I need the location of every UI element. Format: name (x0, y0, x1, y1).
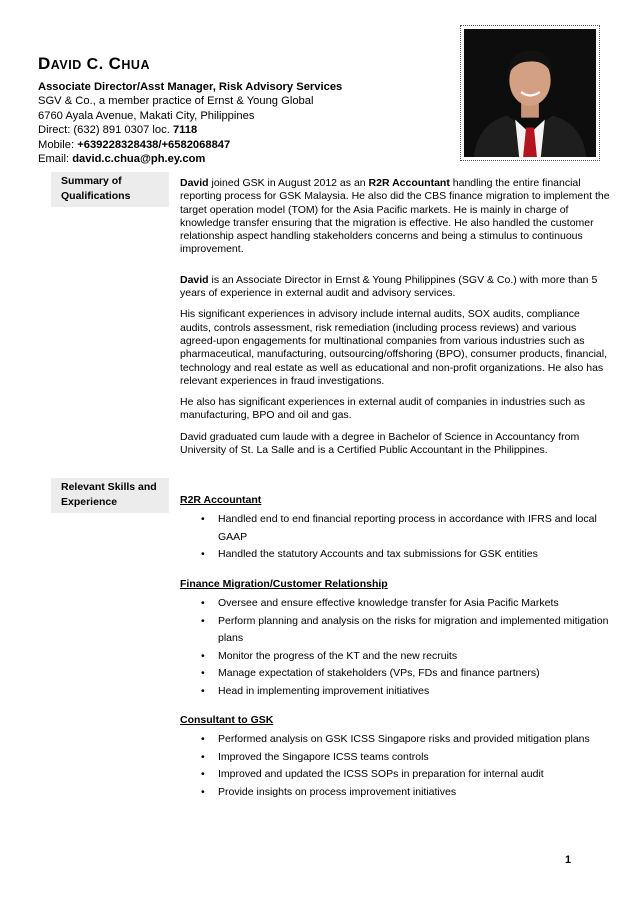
summary-paragraph: David graduated cum laude with a degree in Bachelor of Science in Accountancy from University of St. La Salle and is a Certified Public Accountant in the Philippines. (180, 430, 580, 457)
skill-section-title: Consultant to GSK (180, 714, 274, 727)
summary-paragraph: David joined GSK in August 2012 as an R2R Accountant handling the entire financial reporting process for GSK Malaysia. He also did the CBS finance migration to implement the target operation model (TOM) for the Asia Pacific markets. He is mainly in charge of knowledge transfer ensuring that the migration is effective. He also handled the customer relationship aspect handling stakeholders concerns and being a stimulus to continuous improvement. (180, 177, 610, 256)
list-item: • Oversee and ensure effective knowledge transfer for Asia Pacific Markets (180, 595, 610, 613)
list-item: • Performed analysis on GSK ICSS Singapore risks and provided mitigation plans (180, 731, 610, 749)
job-title: Associate Director/Asst Manager, Risk Advisory Services (38, 81, 343, 93)
email-line: Email: david.c.chua@ph.ey.com (38, 153, 206, 166)
list-item: • Improved the Singapore ICSS teams controls (180, 749, 610, 767)
page-number: 1 (565, 854, 572, 866)
skill-section-title: Finance Migration/Customer Relationship (180, 577, 388, 590)
summary-paragraph: His significant experiences in advisory include internal audits, SOX audits, compliance audits, controls assessment, risk remediation (including process reviews) and various agreed-upon engagements for multinational companies from various industries such as pharmaceutical, manufacturing, outsourcing/offshoring (BPO), consumer products, financial, technology and real estate as well as educational and non-profit organizations. He also has relevant experiences in fraud investigations. (180, 308, 608, 387)
summary-paragraph: David is an Associate Director in Ernst & Young Philippines (SGV & Co.) with more than 5 years of experience in external audit and advisory services. (180, 273, 598, 300)
list-item: • Handled the statutory Accounts and tax submissions for GSK entities (180, 546, 610, 564)
profile-photo-frame (460, 25, 600, 161)
list-item: • Handled end to end financial reporting process in accordance with IFRS and local GAAP (180, 511, 610, 546)
list-item: • Provide insights on process improvement initiatives (180, 784, 610, 802)
mobile-line: Mobile: +639228328438/+6582068847 (38, 138, 231, 151)
skill-section-title: R2R Accountant (180, 494, 262, 506)
person-name: DAVID C. CHUA (38, 54, 150, 73)
skills-content (180, 494, 610, 815)
summary-heading: Summary of Qualifications (51, 172, 169, 207)
summary-paragraph: He also has significant experiences in external audit of companies in industries such as manufacturing, BPO and oil and gas. (180, 396, 586, 422)
direct-phone-line: Direct: (632) 891 0307 loc. 7118 (38, 124, 198, 137)
skills-heading: Relevant Skills and Experience (51, 478, 169, 513)
profile-photo (464, 29, 596, 157)
list-item: • Perform planning and analysis on the risks for migration and implemented mitigation plans (180, 613, 610, 648)
summary-content (180, 177, 610, 465)
list-item: • Monitor the progress of the KT and the new recruits (180, 648, 610, 666)
list-item: • Manage expectation of stakeholders (VPs, FDs and finance partners) (180, 665, 610, 683)
company-line: SGV & Co., a member practice of Ernst & Young Global (38, 95, 314, 108)
skill-list (180, 731, 610, 801)
address-line: 6760 Ayala Avenue, Makati City, Philippines (38, 109, 255, 122)
list-item: • Improved and updated the ICSS SOPs in preparation for internal audit (180, 766, 610, 784)
list-item: • Head in implementing improvement initiatives (180, 683, 610, 701)
skill-list (180, 511, 610, 564)
skill-list (180, 595, 610, 700)
resume-header (38, 54, 458, 166)
